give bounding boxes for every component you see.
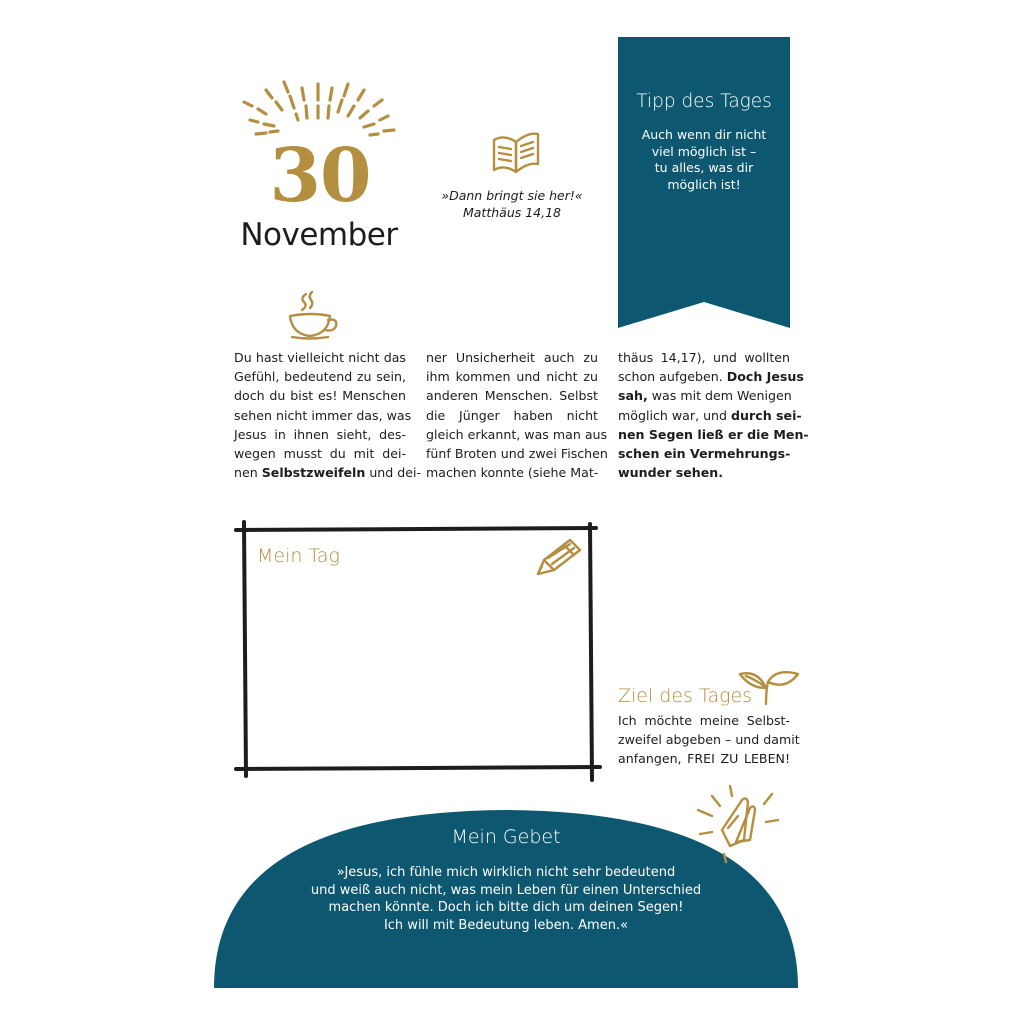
open-book-icon <box>490 130 542 176</box>
body-line: machen konnte (siehe Mat- <box>426 465 599 481</box>
body-line: gleich erkannt, was man aus <box>426 426 608 442</box>
prayer-line: machen könnte. Doch ich bitte dich um deinen Segen! <box>328 900 684 915</box>
body-line: Jesus in ihnen sieht, des- <box>234 426 406 442</box>
goal-line: Ich möchte meine Selbst- <box>618 713 790 728</box>
tip-text <box>628 127 780 193</box>
goal-line: zweifel abgeben – und damit <box>618 732 800 748</box>
tip-line: möglich ist! <box>667 176 741 192</box>
body-line: Du hast vielleicht nicht das <box>234 350 406 365</box>
prayer-line: Ich will mit Bedeutung leben. Amen.« <box>383 917 629 933</box>
goal-line: anfangen, FREI ZU LEBEN! <box>618 751 790 767</box>
prayer-title: Mein Gebet <box>451 826 561 848</box>
goal-title: Ziel des Tages <box>618 685 753 707</box>
verse-reference: Matthäus 14,18 <box>462 205 562 220</box>
body-line: sehen nicht immer das, was <box>234 407 412 423</box>
body-line: ihm kommen und nicht zu <box>426 369 598 385</box>
coffee-cup-icon <box>284 290 342 340</box>
tip-line: viel möglich ist – <box>651 143 757 159</box>
body-line: wegen musst du mit dei- <box>234 445 406 461</box>
tip-line: Auch wenn dir nicht <box>641 127 767 142</box>
body-column-1 <box>234 348 422 482</box>
month-name: November <box>240 217 398 253</box>
body-line: nen Segen ließ er die Men- <box>618 426 809 442</box>
body-line: schon aufgeben. Doch Jesus <box>618 369 804 385</box>
pencil-icon <box>534 536 584 578</box>
body-line: sah, was mit dem Wenigen <box>618 388 792 404</box>
body-column-2 <box>426 348 608 482</box>
tip-title: Tipp des Tages <box>636 91 772 112</box>
body-line: anderen Menschen. Selbst <box>426 388 598 404</box>
body-line: doch du bist es! Menschen <box>234 388 406 404</box>
prayer-line: und weiß auch nicht, was mein Leben für einen Unterschied <box>310 882 702 898</box>
day-number: 30 <box>269 133 371 219</box>
body-column-3 <box>618 348 809 482</box>
tip-line: tu alles, was dir <box>654 160 754 175</box>
prayer-text <box>214 864 798 934</box>
goal-text <box>618 711 800 769</box>
body-line: fünf Broten und zwei Fischen <box>426 445 608 461</box>
body-line: möglich war, und durch sei- <box>618 407 802 423</box>
body-line: die Jünger haben nicht <box>426 407 598 423</box>
bible-verse <box>430 187 594 221</box>
body-line: schen ein Vermehrungs- <box>618 445 791 461</box>
body-line: ner Unsicherheit auch zu <box>426 350 598 365</box>
body-line: thäus 14,17), und wollten <box>618 350 790 365</box>
prayer-line: »Jesus, ich fühle mich wirklich nicht sehr bedeutend <box>336 865 676 880</box>
body-line: Gefühl, bedeutend zu sein, <box>234 369 406 385</box>
verse-quote: »Dann bringt sie her!« <box>441 188 583 203</box>
body-line: wunder sehen. <box>618 465 724 481</box>
body-line: nen Selbstzweifeln und dei- <box>234 465 422 481</box>
my-day-title: Mein Tag <box>257 545 340 567</box>
